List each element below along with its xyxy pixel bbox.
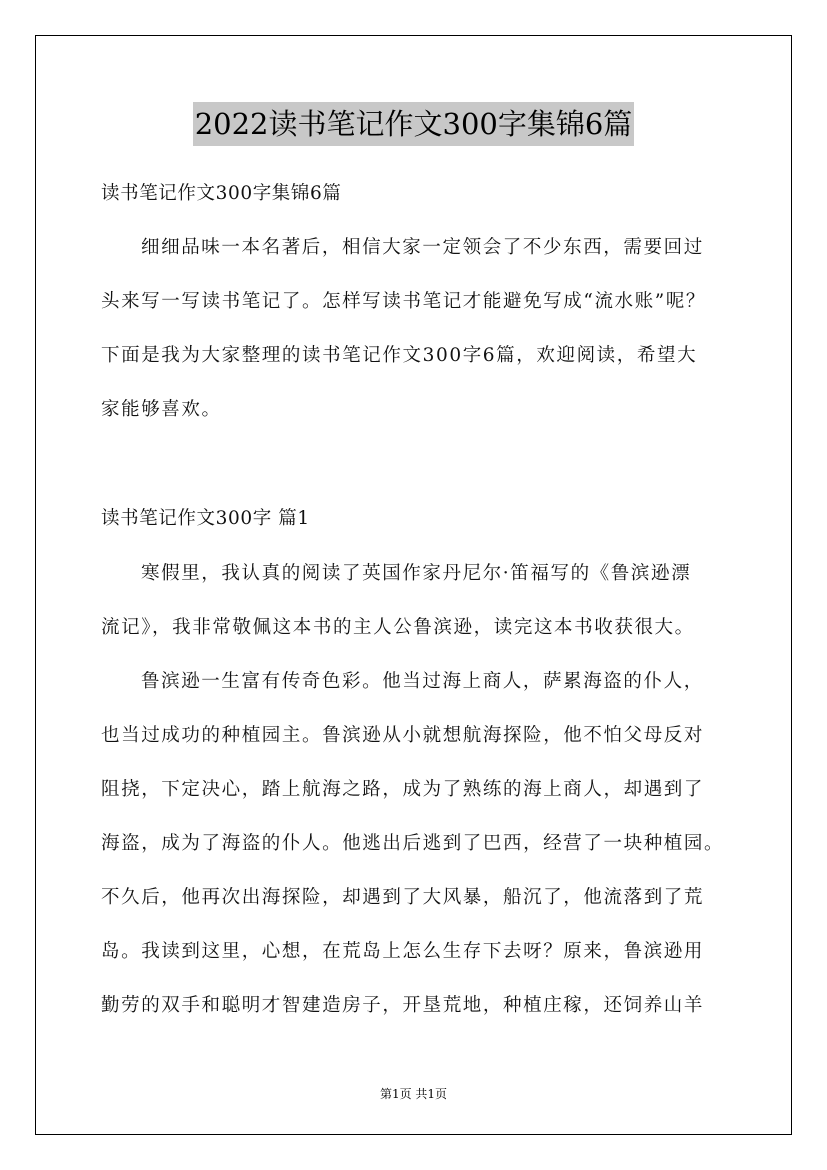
section1-paragraph-1 bbox=[101, 547, 741, 655]
paragraph-line: 头来写一写读书笔记了。怎样写读书笔记才能避免写成“流水账”呢？ bbox=[101, 291, 707, 312]
paragraph-line: 流记》，我非常敬佩这本书的主人公鲁滨逊，读完这本书收获很大。 bbox=[101, 617, 695, 638]
section-heading: 读书笔记作文300字 篇1 bbox=[101, 508, 310, 529]
section1-paragraph-2 bbox=[101, 655, 741, 1033]
title-container bbox=[0, 102, 827, 146]
page-footer: 第1页 共1页 bbox=[379, 1087, 448, 1101]
document-title: 2022读书笔记作文300字集锦6篇 bbox=[193, 102, 635, 146]
paragraph-line: 家能够喜欢。 bbox=[101, 399, 222, 420]
document-subtitle: 读书笔记作文300字集锦6篇 bbox=[101, 183, 342, 204]
paragraph-line: 阻挠，下定决心，踏上航海之路，成为了熟练的海上商人，却遇到了 bbox=[101, 779, 705, 800]
paragraph-line: 勤劳的双手和聪明才智建造房子，开垦荒地，种植庄稼，还饲养山羊 bbox=[101, 995, 705, 1016]
intro-paragraph bbox=[101, 221, 741, 437]
paragraph-line: 鲁滨逊一生富有传奇色彩。他当过海上商人，萨累海盗的仆人， bbox=[141, 671, 704, 692]
paragraph-line: 也当过成功的种植园主。鲁滨逊从小就想航海探险，他不怕父母反对 bbox=[101, 725, 705, 746]
paragraph-line: 细细品味一本名著后，相信大家一定领会了不少东西，需要回过 bbox=[141, 237, 704, 258]
paragraph-line: 岛。我读到这里，心想，在荒岛上怎么生存下去呀？原来，鲁滨逊用 bbox=[101, 941, 705, 962]
paragraph-line: 海盗，成为了海盗的仆人。他逃出后逃到了巴西，经营了一块种植园。 bbox=[101, 833, 725, 854]
paragraph-line: 寒假里，我认真的阅读了英国作家丹尼尔·笛福写的《鲁滨逊漂 bbox=[141, 563, 692, 584]
paragraph-line: 下面是我为大家整理的读书笔记作文300字6篇，欢迎阅读，希望大 bbox=[101, 345, 698, 366]
paragraph-line: 不久后，他再次出海探险，却遇到了大风暴，船沉了，他流落到了荒 bbox=[101, 887, 705, 908]
